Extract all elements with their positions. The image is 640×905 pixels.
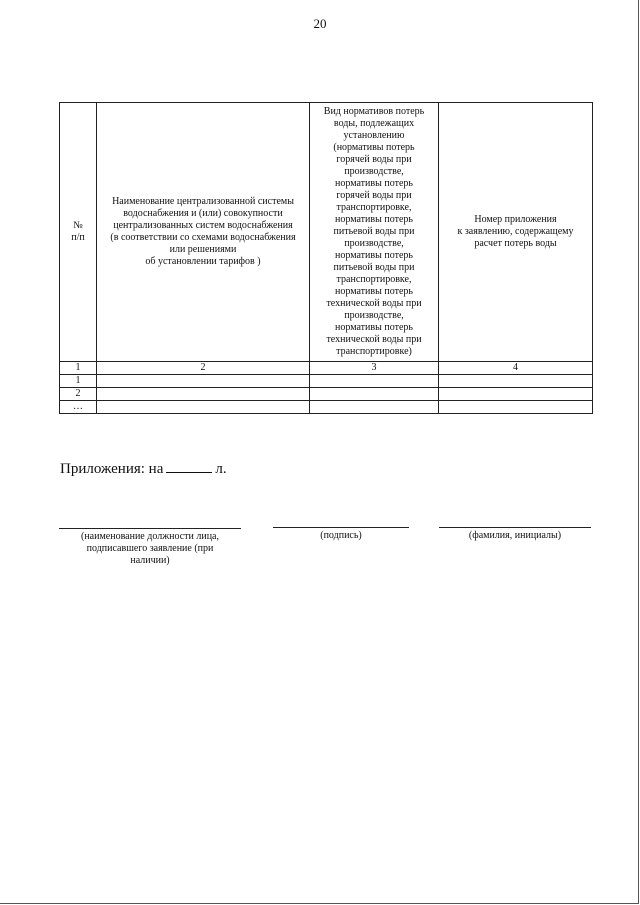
signature-line bbox=[273, 527, 409, 528]
column-number: 3 bbox=[310, 362, 439, 375]
table-cell bbox=[439, 388, 593, 401]
column-number: 4 bbox=[439, 362, 593, 375]
name-signature-line bbox=[439, 527, 591, 528]
attachments-label: Приложения: на bbox=[60, 461, 164, 477]
position-signature-line bbox=[59, 528, 241, 529]
attachments-count-blank bbox=[166, 458, 212, 473]
name-caption: (фамилия, инициалы) bbox=[468, 530, 562, 541]
page-number: 20 bbox=[313, 16, 327, 31]
table-row bbox=[60, 388, 593, 401]
table-cell bbox=[439, 375, 593, 388]
column-number: 1 bbox=[60, 362, 97, 375]
column-number-row bbox=[60, 362, 593, 375]
header-norm-type: Вид нормативов потерь воды, подлежащих установлению (нормативы потерь горячей воды при производстве, нормативы потерь горячей воды при транспортировке, нормативы потерь питьевой воды при производстве, нормативы потерь питьевой воды при транспортировке, нормативы потерь технической воды при производстве, нормативы потерь технической воды при транспортировке) bbox=[310, 103, 439, 362]
table-cell bbox=[310, 388, 439, 401]
column-number: 2 bbox=[97, 362, 310, 375]
table-header-row bbox=[60, 103, 593, 362]
table-row bbox=[60, 375, 593, 388]
table-cell bbox=[439, 401, 593, 414]
table-row bbox=[60, 401, 593, 414]
table-cell bbox=[97, 388, 310, 401]
water-loss-table bbox=[59, 102, 593, 414]
header-system-name: Наименование централизованной системы водоснабжения и (или) совокупности централизованных систем водоснабжения (в соответствии со схемами водоснабжения или решениями об установлении тарифов ) bbox=[97, 103, 310, 362]
table-cell bbox=[97, 401, 310, 414]
row-number: 1 bbox=[60, 375, 97, 388]
header-attachment-number: Номер приложения к заявлению, содержащему расчет потерь воды bbox=[439, 103, 593, 362]
attachments-line bbox=[60, 458, 227, 478]
header-number: № п/п bbox=[60, 103, 97, 362]
table-cell bbox=[97, 375, 310, 388]
signature-caption: (подпись) bbox=[320, 530, 362, 541]
position-caption: (наименование должности лица, подписавшего заявление (при наличии) bbox=[80, 531, 219, 566]
table-cell bbox=[310, 401, 439, 414]
row-number: 2 bbox=[60, 388, 97, 401]
attachments-suffix: л. bbox=[215, 461, 227, 477]
row-number: … bbox=[60, 401, 97, 414]
table-cell bbox=[310, 375, 439, 388]
